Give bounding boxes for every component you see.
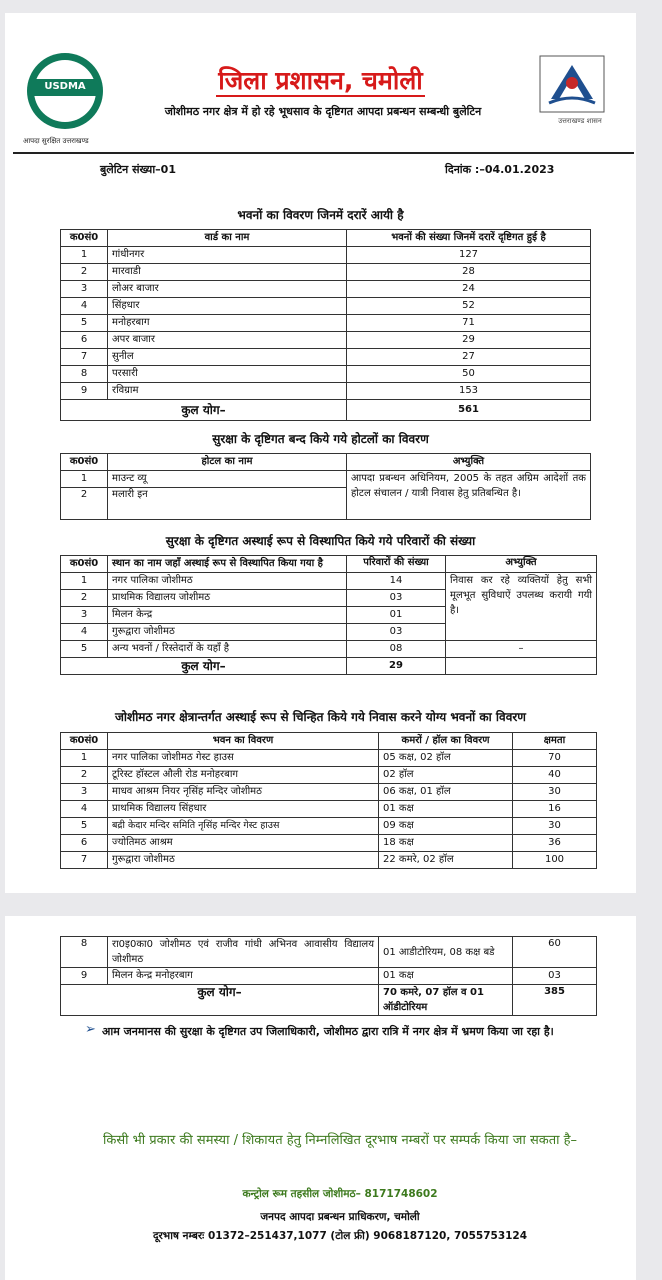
table-row (61, 247, 591, 264)
total-row (61, 985, 597, 1016)
row-number: 2 (61, 767, 108, 784)
building-count: 71 (347, 315, 591, 332)
ward-name: मारवाडी (108, 264, 347, 281)
table-row (61, 349, 591, 366)
families-remark-dash: – (446, 641, 597, 658)
capacity: 36 (513, 835, 597, 852)
table-row (61, 264, 591, 281)
table-row (61, 641, 597, 658)
row-number: 7 (61, 852, 108, 869)
building-count: 29 (347, 332, 591, 349)
building-name: गुरूद्वारा जोशीमठ (108, 852, 379, 869)
total-row (61, 400, 591, 421)
capacity: 40 (513, 767, 597, 784)
building-count: 127 (347, 247, 591, 264)
table-row (61, 801, 597, 818)
family-count: 03 (347, 624, 446, 641)
building-name: माधव आश्रम नियर नृसिंह मन्दिर जोशीमठ (108, 784, 379, 801)
hotels-heading: सुरक्षा के दृष्टिगत बन्द किये गये होटलों का विवरण (212, 432, 429, 446)
table-row (61, 784, 597, 801)
row-number: 3 (61, 784, 108, 801)
total-label: कुल योग– (61, 658, 347, 675)
buildings-heading: भवनों का विवरण जिनमें दरारें आयी है (237, 208, 404, 222)
table-row (61, 332, 591, 349)
column-header: कमरों / हॉल का विवरण (379, 733, 513, 750)
building-count: 24 (347, 281, 591, 298)
row-number: 8 (61, 366, 108, 383)
row-number: 1 (61, 247, 108, 264)
table-row (61, 767, 597, 784)
building-name: रा0इ0का0 जोशीमठ एवं राजीव गांधी अभिनव आवासीय विद्यालय जोशीमठ (108, 937, 379, 968)
ward-name: सिंहधार (108, 298, 347, 315)
shelter-place: नगर पालिका जोशीमठ (108, 573, 347, 590)
families-heading: सुरक्षा के दृष्टिगत अस्थाई रूप से विस्थापित किये गये परिवारों की संख्या (165, 534, 476, 548)
page-title: जिला प्रशासन, चमोली (218, 66, 423, 95)
family-count: 08 (347, 641, 446, 658)
bulletin-page-1 (5, 13, 636, 893)
total-value: 561 (347, 400, 591, 421)
column-header: क0सं0 (61, 733, 108, 750)
building-name: नगर पालिका जोशीमठ गेस्ट हाउस (108, 750, 379, 767)
shelters-heading: जोशीमठ नगर क्षेत्रान्तर्गत अस्थाई रूप से चिन्हित किये गये निवास करने योग्य भवनों का विवरण (115, 710, 526, 724)
page-subtitle: जोशीमठ नगर क्षेत्र में हो रहे भूधसाव के दृष्टिगत आपदा प्रबन्धन सम्बन्धी बुलेटिन (164, 105, 482, 118)
row-number: 5 (61, 641, 108, 658)
building-name: प्राथमिक विद्यालय सिंहधार (108, 801, 379, 818)
total-label: कुल योग– (61, 400, 347, 421)
table-row (61, 366, 591, 383)
rooms-detail: 01 कक्ष (379, 801, 513, 818)
shelters-table-continued (60, 936, 597, 1016)
usdma-logo: USDMA (27, 53, 103, 129)
ward-name: मनोहरबाग (108, 315, 347, 332)
rooms-detail: 06 कक्ष, 01 हॉल (379, 784, 513, 801)
row-number: 8 (61, 937, 108, 968)
hotel-name: मलारी इन (108, 488, 347, 520)
total-row (61, 658, 597, 675)
row-number: 1 (61, 471, 108, 488)
usdma-logo-caption: आपदा सुरक्षित उत्तराखण्ड (23, 137, 89, 145)
row-number: 3 (61, 281, 108, 298)
building-name: ज्योतिमठ आश्रम (108, 835, 379, 852)
column-header: क0सं0 (61, 556, 108, 573)
column-header: अभ्युक्ति (446, 556, 597, 573)
row-number: 2 (61, 264, 108, 281)
building-count: 28 (347, 264, 591, 281)
table-row (61, 298, 591, 315)
rooms-detail: 22 कमरे, 02 हॉल (379, 852, 513, 869)
ward-name: लोअर बाजार (108, 281, 347, 298)
total-label: कुल योग– (61, 985, 379, 1016)
column-header: भवन का विवरण (108, 733, 379, 750)
rooms-detail: 18 कक्ष (379, 835, 513, 852)
building-name: मिलन केन्द्र मनोहरबाग (108, 968, 379, 985)
shelter-place: प्राथमिक विद्यालय जोशीमठ (108, 590, 347, 607)
column-header: क0सं0 (61, 230, 108, 247)
total-rooms: 70 कमरे, 07 हॉल व 01 ऑडीटोरियम (379, 985, 513, 1016)
column-header: भवनों की संख्या जिनमें दरारें दृष्टिगत हुई है (347, 230, 591, 247)
emblem-caption: उत्तराखण्ड शासन (558, 117, 602, 125)
bulletin-date: दिनांक :–04.01.2023 (445, 163, 555, 176)
capacity: 70 (513, 750, 597, 767)
building-count: 153 (347, 383, 591, 400)
families-remark: निवास कर रहे व्यक्तियों हेतु सभी मूलभूत सुविधाऐं उपलब्ध करायी गयी है। (446, 573, 597, 641)
building-name: टूरिस्ट हॉस्टल औली रोड मनोहरबाग (108, 767, 379, 784)
table-row (61, 281, 591, 298)
row-number: 7 (61, 349, 108, 366)
bulletin-number: बुलेटिन संख्या–01 (100, 163, 176, 176)
total-value: 29 (347, 658, 446, 675)
rooms-detail: 01 आडीटोरियम, 08 कक्ष बडे (379, 937, 513, 968)
family-count: 01 (347, 607, 446, 624)
capacity: 30 (513, 784, 597, 801)
shelter-place: मिलन केन्द्र (108, 607, 347, 624)
row-number: 6 (61, 835, 108, 852)
table-row (61, 471, 591, 488)
shelter-place: अन्य भवनों / रिस्तेदारों के यहाँ है (108, 641, 347, 658)
ward-name: रविग्राम (108, 383, 347, 400)
table-row (61, 383, 591, 400)
contact-intro: किसी भी प्रकार की समस्या / शिकायत हेतु निम्नलिखित दूरभाष नम्बरों पर सम्पर्क किया जा सकता है– (102, 1133, 578, 1148)
capacity: 03 (513, 968, 597, 985)
rooms-detail: 09 कक्ष (379, 818, 513, 835)
authority-name: जनपद आपदा प्रबन्धन प्राधिकरण, चमोली (260, 1211, 420, 1223)
row-number: 3 (61, 607, 108, 624)
row-number: 2 (61, 590, 108, 607)
row-number: 4 (61, 801, 108, 818)
rooms-detail: 05 कक्ष, 02 हॉल (379, 750, 513, 767)
header-divider (13, 152, 634, 154)
column-header: अभ्युक्ति (347, 454, 591, 471)
building-count: 27 (347, 349, 591, 366)
table-row (61, 968, 597, 985)
column-header: क0सं0 (61, 454, 108, 471)
row-number: 5 (61, 315, 108, 332)
row-number: 2 (61, 488, 108, 520)
hotels-table (60, 453, 591, 520)
patrol-note: आम जनमानस की सुरक्षा के दृष्टिगत उप जिलाधिकारी, जोशीमठ द्वारा रात्रि में नगर क्षेत्र में भ्रमण किया जा रहा है। (102, 1025, 554, 1038)
buildings-table (60, 229, 591, 421)
ward-name: अपर बाजार (108, 332, 347, 349)
building-count: 52 (347, 298, 591, 315)
ward-name: गांधीनगर (108, 247, 347, 264)
table-row (61, 750, 597, 767)
total-capacity: 385 (513, 985, 597, 1016)
row-number: 1 (61, 573, 108, 590)
building-name: बद्री केदार मन्दिर समिति नृसिंह मन्दिर गेस्ट हाउस (108, 818, 379, 835)
row-number: 9 (61, 383, 108, 400)
table-row (61, 573, 597, 590)
column-header: क्षमता (513, 733, 597, 750)
table-row (61, 818, 597, 835)
rooms-detail: 01 कक्ष (379, 968, 513, 985)
row-number: 4 (61, 624, 108, 641)
phone-numbers: दूरभाष नम्बरः 01372–251437,1077 (टोल फ्री) 9068187120, 7055753124 (152, 1230, 528, 1242)
table-header-row (61, 556, 597, 573)
ward-name: परसारी (108, 366, 347, 383)
family-count: 03 (347, 590, 446, 607)
table-header-row (61, 733, 597, 750)
shelters-table (60, 732, 597, 869)
capacity: 60 (513, 937, 597, 968)
row-number: 9 (61, 968, 108, 985)
column-header: परिवारों की संख्या (347, 556, 446, 573)
capacity: 30 (513, 818, 597, 835)
empty-cell (446, 658, 597, 675)
ward-name: सुनील (108, 349, 347, 366)
row-number: 6 (61, 332, 108, 349)
hotel-remark: आपदा प्रबन्धन अधिनियम, 2005 के तहत अग्रिम आदेशों तक होटल संचालन / यात्री निवास हेतु प्रतिबन्धित है। (347, 471, 591, 520)
table-row (61, 937, 597, 968)
table-row (61, 835, 597, 852)
row-number: 1 (61, 750, 108, 767)
column-header: होटल का नाम (108, 454, 347, 471)
row-number: 5 (61, 818, 108, 835)
rooms-detail: 02 हॉल (379, 767, 513, 784)
capacity: 100 (513, 852, 597, 869)
arrow-bullet-icon: ➢ (85, 1022, 96, 1037)
family-count: 14 (347, 573, 446, 590)
table-header-row (61, 454, 591, 471)
capacity: 16 (513, 801, 597, 818)
families-table (60, 555, 597, 675)
table-row (61, 315, 591, 332)
building-count: 50 (347, 366, 591, 383)
column-header: वार्ड का नाम (108, 230, 347, 247)
bulletin-page-2 (5, 916, 636, 1280)
table-row (61, 852, 597, 869)
control-room-contact: कन्ट्रोल रूम तहसील जोशीमठ– 8171748602 (242, 1188, 438, 1200)
column-header: स्थान का नाम जहाँ अस्थाई रूप से विस्थापित किया गया है (108, 556, 347, 573)
shelter-place: गुरूद्वारा जोशीमठ (108, 624, 347, 641)
table-header-row (61, 230, 591, 247)
hotel-name: माउन्ट व्यू (108, 471, 347, 488)
row-number: 4 (61, 298, 108, 315)
